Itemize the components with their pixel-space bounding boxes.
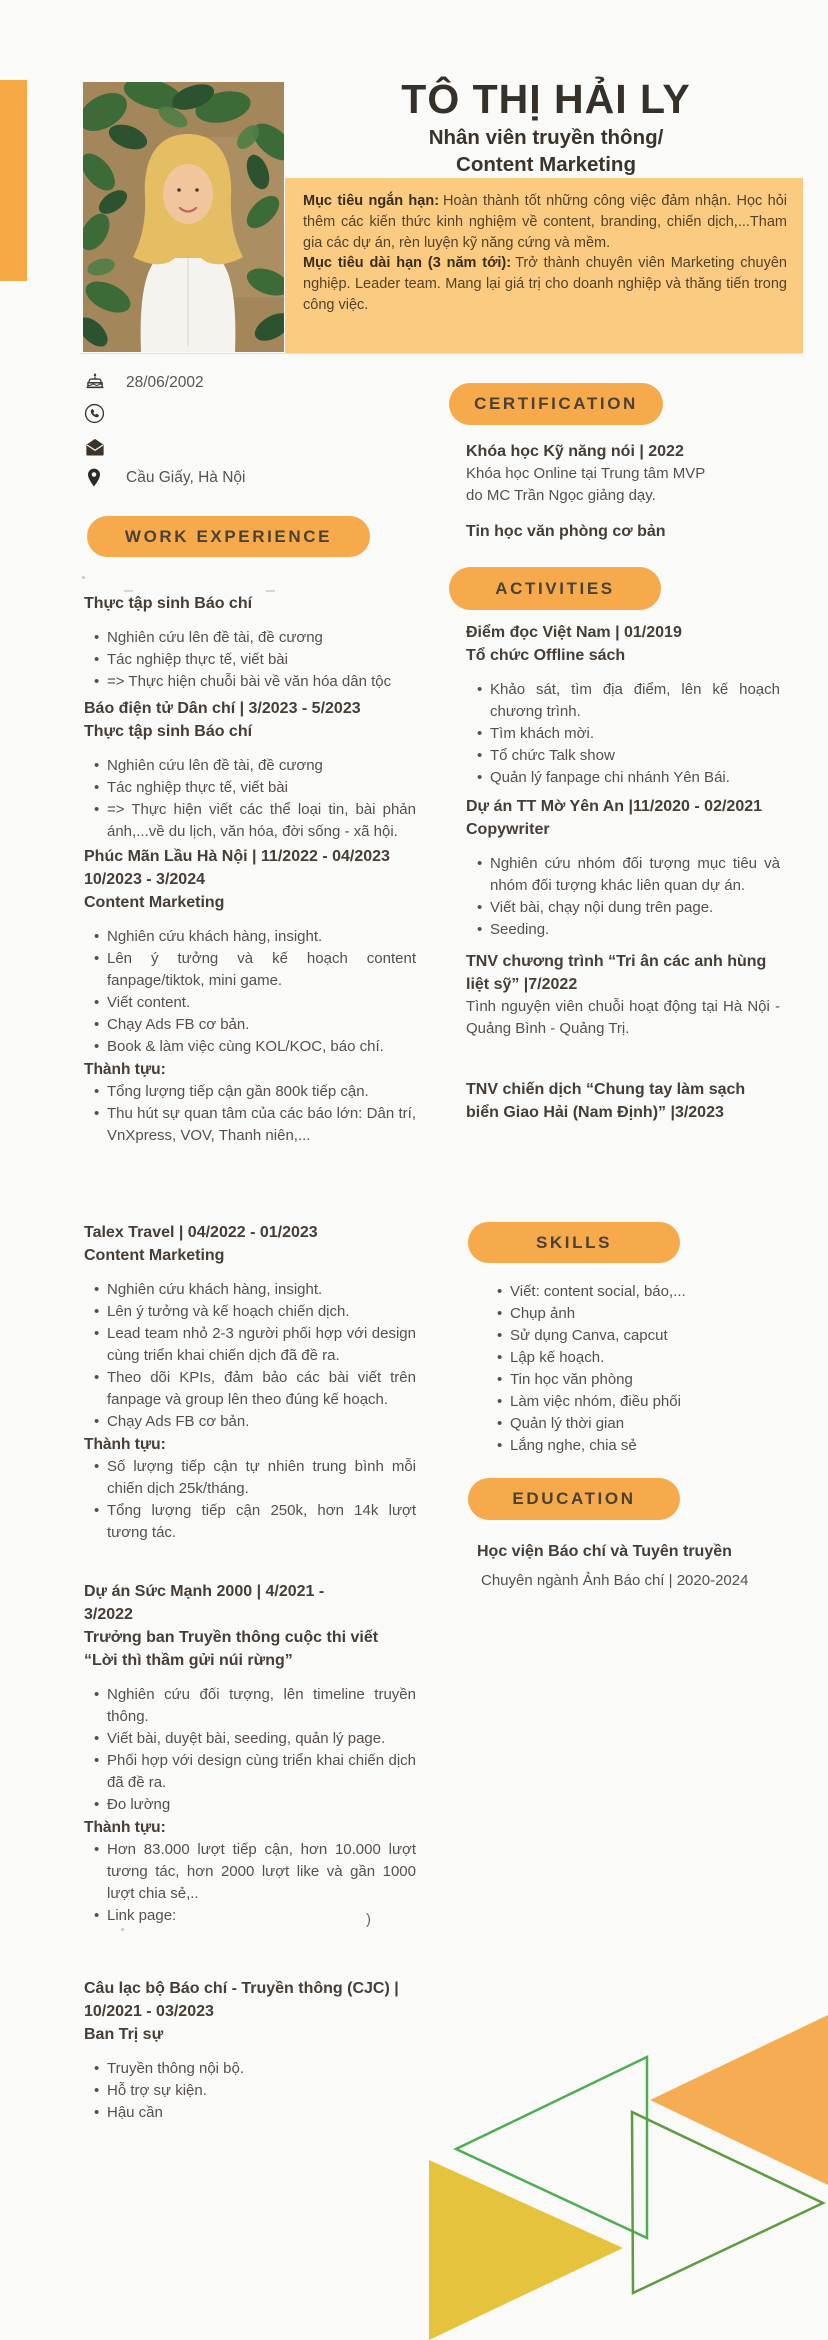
activity-title: Dự án TT Mờ Yên An |11/2020 - 02/2021 — [466, 798, 763, 815]
redacted-link-suffix: ) — [366, 1911, 371, 1928]
profile-photo-illustration — [83, 82, 284, 352]
bullet-item: • Thu hút sự quan tâm của các báo lớn: Dân trí, VnXpress, VOV, Thanh niên,... — [107, 1103, 416, 1147]
objective-box — [285, 178, 803, 354]
entry-title: Ban Trị sự — [84, 2026, 164, 2043]
objective-long-label: Mục tiêu dài hạn (3 năm tới): — [303, 255, 512, 272]
role-line-2: Content Marketing — [456, 153, 636, 176]
entry-title: Trưởng ban Truyền thông cuộc thi viết “Lời thì thầm gửi núi rừng” — [84, 1629, 379, 1669]
section-pill-certification — [449, 383, 663, 425]
pin-icon — [84, 466, 108, 495]
entry-company: Talex Travel | 04/2022 - 01/2023 — [84, 1224, 318, 1241]
bullet-item: • Chạy Ads FB cơ bản. — [107, 1014, 416, 1036]
cake-icon — [84, 371, 108, 398]
contact-email-row — [84, 437, 126, 462]
bullet-item: • Lên ý tưởng và kế hoạch content fanpage/tiktok, mini game. — [107, 948, 416, 992]
activity-title: Điểm đọc Việt Nam | 01/2019 — [466, 624, 682, 641]
bullet-item: • Nghiên cứu đối tượng, lên timeline truyền thông. — [107, 1684, 416, 1728]
entry-company: Phúc Mãn Lầu Hà Nội | 11/2022 - 04/2023 — [84, 848, 390, 865]
bullet-item: • Lead team nhỏ 2-3 người phối hợp với design cùng triển khai chiến dịch đã đề ra. — [107, 1323, 416, 1367]
certification-desc-line1: Khóa học Online tại Trung tâm MVP — [466, 465, 706, 482]
skill-item: • Lập kế hoạch. — [510, 1347, 780, 1369]
education-block — [477, 1540, 787, 1592]
certification-title: Khóa học Kỹ năng nói | 2022 — [466, 443, 684, 460]
bullet-item: • Tổ chức Talk show — [490, 745, 780, 767]
work-entry — [84, 845, 416, 1147]
work-entry — [84, 697, 416, 843]
section-pill-education — [468, 1478, 680, 1520]
page-title: TÔ THỊ HẢI LY — [401, 76, 691, 122]
bullet-item: • Số lượng tiếp cận tự nhiên trung bình mỗi chiến dịch 25k/tháng. — [107, 1456, 416, 1500]
activity-title: TNV chương trình “Tri ân các anh hùng liệt sỹ” |7/2022 — [466, 953, 767, 993]
bullet-item: • Tổng lượng tiếp cận 250k, hơn 14k lượt tương tác. — [107, 1500, 416, 1544]
section-title-work: WORK EXPERIENCE — [124, 526, 333, 546]
entry-title: Thực tập sinh Báo chí — [84, 595, 253, 612]
section-title-education: EDUCATION — [512, 1489, 636, 1508]
activity-bullet-list — [466, 853, 780, 941]
section-title-skills: SKILLS — [535, 1232, 613, 1252]
certification-block — [466, 440, 780, 543]
work-entry — [84, 1977, 416, 2124]
birthday-value: 28/06/2002 — [126, 374, 204, 391]
achievements-label: Thành tựu: — [84, 1061, 166, 1078]
bullet-item: • Hơn 83.000 lượt tiếp cận, hơn 10.000 lượt tương tác, hơn 2000 lượt like và gần 1000 lượt chia sẻ,.. — [107, 1839, 416, 1905]
activity-desc: Tình nguyện viên chuỗi hoạt động tại Hà Nội - Quảng Bình - Quảng Trị. — [466, 998, 780, 1037]
work-entry — [84, 1580, 416, 1927]
bullet-item: • Quản lý fanpage chi nhánh Yên Bái. — [490, 767, 780, 789]
education-detail: Chuyên ngành Ảnh Báo chí | 2020-2024 — [481, 1572, 749, 1589]
achievement-list — [84, 1081, 416, 1147]
achievements-label: Thành tựu: — [84, 1436, 166, 1453]
bullet-item: • Đo lường — [107, 1794, 416, 1816]
bullet-item: • Nghiên cứu nhóm đối tượng mục tiêu và nhóm đối tượng khác liên quan dự án. — [490, 853, 780, 897]
entry-bullet-list — [84, 1279, 416, 1433]
bullet-item: • Link page: — [107, 1905, 416, 1927]
mail-icon — [84, 437, 108, 462]
skills-block — [466, 1269, 780, 1457]
activity-title: TNV chiến dịch “Chung tay làm sạch biển Giao Hải (Nam Định)” |3/2023 — [466, 1081, 746, 1121]
activity-role: Tổ chức Offline sách — [466, 647, 626, 664]
entry-bullet-list — [84, 926, 416, 1058]
skill-item: • Quản lý thời gian — [510, 1413, 780, 1435]
bullet-item: • Tìm khách mời. — [490, 723, 780, 745]
objective-short — [303, 191, 787, 253]
deco-triangle-green-outline-left — [456, 2057, 647, 2238]
skill-item: • Lắng nghe, chia sẻ — [510, 1435, 780, 1457]
entry-company: Báo điện tử Dân chí | 3/2023 - 5/2023 — [84, 700, 361, 717]
achievement-list — [84, 1456, 416, 1544]
bullet-item: • => Thực hiện viết các thể loại tin, bài phản ánh,...về du lịch, văn hóa, đời sống - xã hội. — [107, 799, 416, 843]
activity-bullet-list — [466, 679, 780, 789]
phone-icon — [84, 403, 108, 429]
entry-title: Thực tập sinh Báo chí — [84, 723, 253, 740]
entry-company: Dự án Sức Mạnh 2000 | 4/2021 - — [84, 1583, 325, 1600]
skill-item: • Viết: content social, báo,... — [510, 1281, 780, 1303]
entry-bullet-list — [84, 627, 416, 693]
location-value: Cầu Giấy, Hà Nội — [126, 469, 246, 486]
skill-item: • Tin học văn phòng — [510, 1369, 780, 1391]
education-school: Học viện Báo chí và Tuyên truyền — [477, 1543, 732, 1560]
bullet-item: • => Thực hiện chuỗi bài về văn hóa dân tộc — [107, 671, 416, 693]
entry-company-line2: 10/2023 - 3/2024 — [84, 871, 205, 888]
certification-title: Tin học văn phòng cơ bản — [466, 523, 666, 540]
entry-company-line2: 10/2021 - 03/2023 — [84, 2003, 214, 2020]
bullet-item: • Phối hợp với design cùng triển khai chiến dịch đã đề ra. — [107, 1750, 416, 1794]
bullet-item: • Tác nghiệp thực tế, viết bài — [107, 777, 416, 799]
section-pill-skills — [468, 1222, 680, 1263]
entry-bullet-list — [84, 2058, 416, 2124]
contact-birthday-row — [84, 371, 204, 398]
work-entry — [84, 1221, 416, 1544]
bullet-item: • Chạy Ads FB cơ bản. — [107, 1411, 416, 1433]
activity-entry — [466, 1078, 780, 1124]
section-pill-activities — [449, 567, 661, 610]
entry-title: Content Marketing — [84, 894, 225, 911]
achievements-label: Thành tựu: — [84, 1819, 166, 1836]
header-accent-block — [0, 80, 27, 281]
objective-short-text: Hoàn thành tốt những công việc đảm nhận. Học hỏi thêm các kiến thức kinh nghiệm về content, branding, chiến dịch,...Tham gia các dự án, rèn luyện kỹ năng cứng và mềm. — [303, 193, 787, 251]
activity-role: Copywriter — [466, 821, 550, 838]
deco-triangle-green-outline-right — [632, 2112, 823, 2293]
entry-company: Câu lạc bộ Báo chí - Truyền thông (CJC) | — [84, 1980, 399, 1997]
section-title-certification: CERTIFICATION — [474, 394, 638, 413]
work-entry — [84, 592, 416, 693]
bullet-item: • Khảo sát, tìm địa điểm, lên kế hoạch chương trình. — [490, 679, 780, 723]
bullet-item: • Nghiên cứu lên đề tài, đề cương — [107, 755, 416, 777]
entry-bullet-list — [84, 755, 416, 843]
bullet-item: • Tác nghiệp thực tế, viết bài — [107, 649, 416, 671]
bullet-item: • Book & làm việc cùng KOL/KOC, báo chí. — [107, 1036, 416, 1058]
skill-item: • Sử dụng Canva, capcut — [510, 1325, 780, 1347]
activity-entry — [466, 621, 780, 789]
objective-long — [303, 253, 787, 315]
redacted-link-mark — [121, 1928, 124, 1931]
bullet-item: • Nghiên cứu khách hàng, insight. — [107, 926, 416, 948]
bullet-item: • Hậu cần — [107, 2102, 416, 2124]
deco-triangle-yellow — [429, 2160, 623, 2340]
skill-item: • Làm việc nhóm, điều phối — [510, 1391, 780, 1413]
profile-photo — [83, 82, 284, 352]
bullet-item: • Viết content. — [107, 992, 416, 1014]
activity-entry — [466, 950, 780, 1040]
objective-long-text: Trở thành chuyên viên Marketing chuyên nghiệp. Leader team. Mang lại giá trị cho doanh nghiệp và thăng tiến trong công việc. — [303, 255, 787, 313]
objective-short-label: Mục tiêu ngắn hạn: — [303, 193, 440, 209]
skill-item: • Chụp ảnh — [510, 1303, 780, 1325]
contact-phone-row — [84, 403, 126, 429]
bullet-item: • Lên ý tưởng và kế hoạch chiến dịch. — [107, 1301, 416, 1323]
bullet-item: • Nghiên cứu lên đề tài, đề cương — [107, 627, 416, 649]
bullet-item: • Nghiên cứu khách hàng, insight. — [107, 1279, 416, 1301]
entry-bullet-list — [84, 1684, 416, 1816]
skills-list — [466, 1281, 780, 1457]
redacted-company-mark — [82, 576, 85, 579]
deco-triangle-orange — [650, 2015, 828, 2185]
certification-desc-line2: do MC Trần Ngọc giảng dạy. — [466, 487, 656, 504]
bullet-item: • Viết bài, chạy nội dung trên page. — [490, 897, 780, 919]
bullet-item: • Theo dõi KPIs, đảm bảo các bài viết trên fanpage và group lên theo đúng kế hoạch. — [107, 1367, 416, 1411]
bullet-item: • Viết bài, duyệt bài, seeding, quản lý page. — [107, 1728, 416, 1750]
entry-company-line2: 3/2022 — [84, 1606, 133, 1623]
activity-entry — [466, 795, 780, 941]
entry-title: Content Marketing — [84, 1247, 225, 1264]
contact-location-row — [84, 466, 245, 495]
section-pill-work — [87, 516, 370, 557]
header-text — [330, 74, 762, 178]
bullet-item: • Tổng lượng tiếp cận gần 800k tiếp cận. — [107, 1081, 416, 1103]
role-line-1: Nhân viên truyền thông/ — [428, 126, 664, 149]
section-title-activities: ACTIVITIES — [495, 578, 615, 598]
bullet-item: • Seeding. — [490, 919, 780, 941]
bullet-item: • Truyền thông nội bộ. — [107, 2058, 416, 2080]
header-divider — [80, 353, 803, 354]
bullet-item: • Hỗ trợ sự kiện. — [107, 2080, 416, 2102]
